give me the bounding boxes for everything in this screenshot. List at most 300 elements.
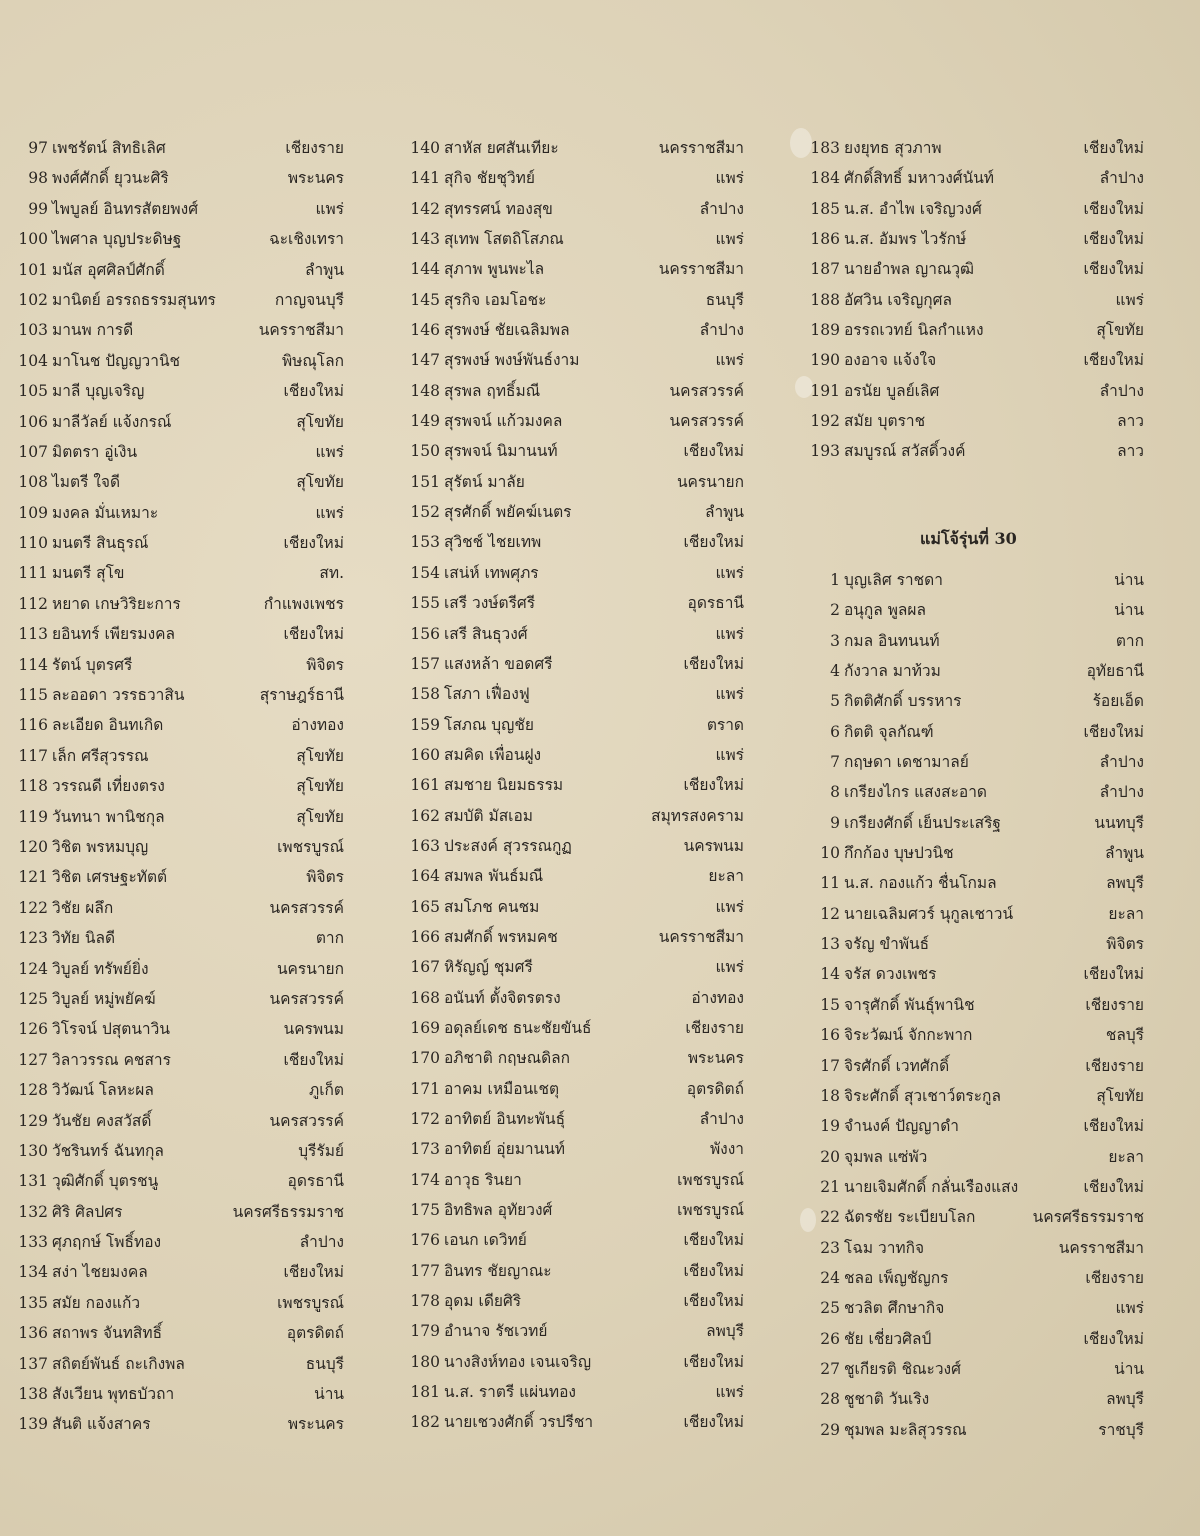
name-list-column-3-bottom xyxy=(810,565,1144,1445)
list-item xyxy=(14,1045,344,1075)
person-name: นายเชวงศักดิ์ วรปรีชา xyxy=(444,1413,594,1432)
entry-number: 98 xyxy=(28,169,48,188)
entry-number: 127 xyxy=(18,1050,48,1069)
entry-number: 130 xyxy=(18,1141,48,1160)
list-item xyxy=(810,1111,1144,1141)
person-name: ไพศาล บุญประดิษฐ xyxy=(52,230,182,249)
province: สุโขทัย xyxy=(1096,321,1144,340)
list-item xyxy=(410,1104,744,1134)
person-name: องอาจ แจ้งใจ xyxy=(844,351,937,370)
entry-number: 181 xyxy=(410,1383,440,1402)
person-name: จารุศักดิ์ พันธุ์พานิช xyxy=(844,995,975,1014)
person-name: อภิชาติ กฤษณดิลก xyxy=(444,1049,571,1068)
list-item xyxy=(14,1318,344,1348)
entry-number: 191 xyxy=(810,381,840,400)
province: แพร่ xyxy=(315,442,344,461)
person-name: ชูเกียรติ ชิณะวงศ์ xyxy=(844,1359,961,1378)
person-name: กึกก้อง บุษปวนิช xyxy=(844,844,954,863)
person-name: สถิตย์พันธ์ ถะเกิงพล xyxy=(52,1354,185,1373)
list-item xyxy=(14,558,344,588)
person-name: วิทัย นิลดี xyxy=(52,929,116,948)
person-name: มิตตรา อู่เงิน xyxy=(52,442,138,461)
list-item xyxy=(810,1324,1144,1354)
province: สท. xyxy=(319,564,344,583)
list-item xyxy=(14,1014,344,1044)
entry-number: 144 xyxy=(410,260,440,279)
province: เชียงใหม่ xyxy=(283,382,344,401)
entry-number: 101 xyxy=(18,260,48,279)
person-name: วัชรินทร์ ฉันทกุล xyxy=(52,1141,164,1160)
list-item xyxy=(14,619,344,649)
person-name: มานิตย์ อรรถธรรมสุนทร xyxy=(52,290,216,309)
entry-number: 156 xyxy=(410,624,440,643)
list-item xyxy=(14,1197,344,1227)
entry-number: 169 xyxy=(410,1018,440,1037)
province: เพชรบูรณ์ xyxy=(677,1170,744,1189)
person-name: อิทธิพล อุทัยวงศ์ xyxy=(444,1201,553,1220)
person-name: นายเฉลิมศวร์ นุกูลเชาวน์ xyxy=(844,904,1014,923)
list-item xyxy=(410,1256,744,1286)
entry-number: 180 xyxy=(410,1352,440,1371)
person-name: อนุกูล พูลผล xyxy=(844,601,927,620)
list-item xyxy=(14,285,344,315)
list-item xyxy=(14,467,344,497)
province: เชียงราย xyxy=(1085,1056,1144,1075)
entry-number: 163 xyxy=(410,836,440,855)
list-item xyxy=(810,1384,1144,1414)
entry-number: 111 xyxy=(18,564,48,583)
entry-number: 19 xyxy=(820,1117,840,1136)
person-name: ละเอียด อินทเกิด xyxy=(52,716,164,735)
list-item xyxy=(14,984,344,1014)
person-name: ละออดา วรรธวาสิน xyxy=(52,686,185,705)
entry-number: 9 xyxy=(830,813,840,832)
person-name: วิโรจน์ ปสุตนาวิน xyxy=(52,1020,170,1039)
entry-number: 179 xyxy=(410,1322,440,1341)
province: นครราชสีมา xyxy=(1058,1238,1144,1257)
person-name: สมบูรณ์ สวัสดิ์วงค์ xyxy=(844,442,966,461)
entry-number: 138 xyxy=(18,1385,48,1404)
person-name: มงคล มั่นเหมาะ xyxy=(52,503,159,522)
person-name: สุรศักดิ์ พยัคฆ์เนตร xyxy=(444,503,572,522)
person-name: น.ส. อัมพร ไวรักษ์ xyxy=(844,230,967,249)
entry-number: 117 xyxy=(18,746,48,765)
province: เชียงราย xyxy=(285,139,344,157)
list-item xyxy=(810,686,1144,716)
person-name: ศุภฤกษ์ โพธิ์ทอง xyxy=(52,1233,162,1252)
province: นนทบุรี xyxy=(1094,813,1144,832)
entry-number: 126 xyxy=(18,1020,48,1039)
person-name: เอนก เดวิทย์ xyxy=(444,1231,527,1250)
person-name: ชัย เชี่ยวศิลป์ xyxy=(844,1329,932,1348)
province: เชียงใหม่ xyxy=(683,776,744,795)
province: เชียงใหม่ xyxy=(283,1050,344,1069)
province: ยะลา xyxy=(708,867,744,886)
province: อุตรดิตถ์ xyxy=(286,1324,344,1343)
person-name: ชวลิต ศึกษากิจ xyxy=(844,1299,945,1318)
province: เชียงใหม่ xyxy=(1083,1117,1144,1136)
province: นครสวรรค์ xyxy=(669,412,744,431)
person-name: จำนงค์ ปัญญาดำ xyxy=(844,1117,959,1136)
entry-number: 112 xyxy=(18,594,48,613)
person-name: สมคิด เพื่อนฝูง xyxy=(444,745,542,764)
province: แพร่ xyxy=(715,685,744,704)
name-list-column-2 xyxy=(410,133,744,1438)
person-name: จุมพล แซ่พัว xyxy=(844,1147,928,1166)
entry-number: 107 xyxy=(18,442,48,461)
list-item xyxy=(810,1233,1144,1263)
entry-number: 172 xyxy=(410,1110,440,1128)
list-item xyxy=(810,163,1144,193)
province: นครราชสีมา xyxy=(658,260,744,279)
province: สุโขทัย xyxy=(296,473,344,492)
person-name: อุดม เดียศิริ xyxy=(444,1292,522,1311)
entry-number: 162 xyxy=(410,806,440,825)
province: เพชรบูรณ์ xyxy=(277,1293,344,1312)
entry-number: 184 xyxy=(810,169,840,188)
province: ลาว xyxy=(1117,412,1144,431)
entry-number: 5 xyxy=(830,692,840,711)
province: ลำพูน xyxy=(304,260,344,279)
province: เชียงใหม่ xyxy=(683,1231,744,1250)
province: ลพบุรี xyxy=(1106,1390,1144,1409)
province: ลำปาง xyxy=(1099,381,1144,400)
list-item xyxy=(810,1142,1144,1172)
list-item xyxy=(810,1354,1144,1384)
list-item xyxy=(14,1227,344,1257)
entry-number: 10 xyxy=(820,844,840,863)
list-item xyxy=(14,680,344,710)
entry-number: 185 xyxy=(810,199,840,218)
entry-number: 18 xyxy=(820,1086,840,1105)
list-item xyxy=(810,436,1144,466)
person-name: อาทิตย์ อินทะพันธุ์ xyxy=(444,1110,566,1128)
list-item xyxy=(810,565,1144,595)
province: นครสวรรค์ xyxy=(269,1111,344,1130)
entry-number: 157 xyxy=(410,654,440,673)
list-item xyxy=(410,1377,744,1407)
entry-number: 159 xyxy=(410,715,440,734)
province: เชียงใหม่ xyxy=(283,625,344,644)
province: แพร่ xyxy=(315,503,344,522)
entry-number: 188 xyxy=(810,290,840,309)
person-name: อาคม เหมือนเชตุ xyxy=(444,1079,560,1098)
list-item xyxy=(410,1195,744,1225)
person-name: วุฒิศักดิ์ บุตรชนู xyxy=(52,1172,159,1191)
entry-number: 16 xyxy=(820,1026,840,1045)
list-item xyxy=(810,254,1144,284)
entry-number: 146 xyxy=(410,321,440,340)
person-name: สุกิจ ชัยชุวิทย์ xyxy=(444,169,535,188)
entry-number: 109 xyxy=(18,503,48,522)
list-item xyxy=(14,1166,344,1196)
province: ลาว xyxy=(1117,442,1144,461)
entry-number: 124 xyxy=(18,959,48,978)
list-item xyxy=(410,527,744,557)
entry-number: 2 xyxy=(830,601,840,620)
person-name: น.ส. กองแก้ว ชื่นโกมล xyxy=(844,874,997,893)
person-name: สุรัตน์ มาลัย xyxy=(444,472,525,491)
person-name: เสน่ห์ เทพศุภร xyxy=(444,563,539,582)
person-name: สุทรรศน์ ทองสุข xyxy=(444,199,553,218)
entry-number: 153 xyxy=(410,533,440,552)
entry-number: 186 xyxy=(810,230,840,249)
list-item xyxy=(410,588,744,618)
entry-number: 29 xyxy=(820,1420,840,1439)
list-item xyxy=(14,1106,344,1136)
person-name: ชลอ เพ็ญชัญกร xyxy=(844,1268,949,1287)
province: นครนายก xyxy=(676,472,744,491)
list-item xyxy=(410,740,744,770)
person-name: ยงยุทธ สุวภาพ xyxy=(844,139,942,157)
province: แพร่ xyxy=(715,563,744,582)
entry-number: 128 xyxy=(18,1081,48,1100)
province: แพร่ xyxy=(715,1383,744,1402)
province: ลำปาง xyxy=(1099,169,1144,188)
entry-number: 166 xyxy=(410,927,440,946)
entry-number: 106 xyxy=(18,412,48,431)
person-name: หิรัญญ์ ชุมศรี xyxy=(444,958,533,977)
province: สุโขทัย xyxy=(1096,1086,1144,1105)
list-item xyxy=(810,1020,1144,1050)
list-item xyxy=(14,1257,344,1287)
province: เชียงใหม่ xyxy=(683,1413,744,1432)
entry-number: 4 xyxy=(830,662,840,681)
province: เชียงใหม่ xyxy=(1083,199,1144,218)
list-item xyxy=(14,650,344,680)
person-name: เล็ก ศรีสุวรรณ xyxy=(52,746,149,765)
province: เชียงใหม่ xyxy=(1083,1177,1144,1196)
person-name: กฤษดา เดชามาลย์ xyxy=(844,753,969,772)
list-item xyxy=(810,808,1144,838)
person-name: โสภา เฟื่องฟู xyxy=(444,685,530,704)
person-name: จิรศักดิ์ เวทศักดิ์ xyxy=(844,1056,950,1075)
person-name: วิลาวรรณ คชสาร xyxy=(52,1050,171,1069)
list-item xyxy=(14,710,344,740)
province: เชียงใหม่ xyxy=(1083,260,1144,279)
person-name: สมัย กองแก้ว xyxy=(52,1293,141,1312)
province: ยะลา xyxy=(1108,904,1144,923)
province: ลำปาง xyxy=(299,1233,344,1252)
entry-number: 174 xyxy=(410,1170,440,1189)
list-item xyxy=(410,285,744,315)
list-item xyxy=(810,133,1144,163)
person-name: อำนาจ รัชเวทย์ xyxy=(444,1322,548,1341)
person-name: หยาด เกษวิริยะการ xyxy=(52,594,181,613)
entry-number: 121 xyxy=(18,868,48,887)
list-item xyxy=(410,952,744,982)
province: สุโขทัย xyxy=(296,412,344,431)
entry-number: 102 xyxy=(18,290,48,309)
list-item xyxy=(410,1013,744,1043)
entry-number: 25 xyxy=(820,1299,840,1318)
entry-number: 110 xyxy=(18,534,48,553)
list-item xyxy=(410,1134,744,1164)
entry-number: 135 xyxy=(18,1293,48,1312)
entry-number: 22 xyxy=(820,1208,840,1227)
entry-number: 151 xyxy=(410,472,440,491)
person-name: อินทร ชัยญาณะ xyxy=(444,1261,552,1280)
province: ตาก xyxy=(315,929,344,948)
list-item xyxy=(14,376,344,406)
list-item xyxy=(14,589,344,619)
entry-number: 125 xyxy=(18,989,48,1008)
province: แพร่ xyxy=(715,897,744,916)
province: น่าน xyxy=(314,1385,344,1404)
person-name: น.ส. ราตรี แผ่นทอง xyxy=(444,1383,576,1402)
province: อ่างทอง xyxy=(691,988,744,1007)
province: พระนคร xyxy=(287,169,344,188)
province: ลพบุรี xyxy=(1106,874,1144,893)
list-item xyxy=(14,194,344,224)
list-item xyxy=(810,656,1144,686)
list-item xyxy=(810,376,1144,406)
province: น่าน xyxy=(1114,1359,1144,1378)
entry-number: 3 xyxy=(830,631,840,650)
list-item xyxy=(14,437,344,467)
list-item xyxy=(810,1172,1144,1202)
province: ลำปาง xyxy=(699,321,744,340)
person-name: เกรียงไกร แสงสะอาด xyxy=(844,783,987,802)
province: นครศรีธรรมราช xyxy=(1032,1208,1144,1227)
province: แพร่ xyxy=(715,958,744,977)
entry-number: 167 xyxy=(410,958,440,977)
province: ยะลา xyxy=(1108,1147,1144,1166)
person-name: วันชัย คงสวัสดิ์ xyxy=(52,1111,152,1130)
list-item xyxy=(14,315,344,345)
person-name: ศักดิ์สิทธิ์ มหาวงศ์นันท์ xyxy=(844,169,995,188)
province: อุทัยธานี xyxy=(1086,662,1144,681)
list-item xyxy=(810,929,1144,959)
province: เชียงใหม่ xyxy=(1083,965,1144,984)
province: นครสวรรค์ xyxy=(669,381,744,400)
entry-number: 189 xyxy=(810,321,840,340)
person-name: อัศวิน เจริญกุศล xyxy=(844,290,953,309)
entry-number: 7 xyxy=(830,753,840,772)
province: สุโขทัย xyxy=(296,807,344,826)
person-name: วิบูลย์ ทรัพย์ยิ่ง xyxy=(52,959,149,978)
list-item xyxy=(810,285,1144,315)
province: พังงา xyxy=(709,1140,744,1159)
province: เชียงใหม่ xyxy=(1083,351,1144,370)
province: บุรีรัมย์ xyxy=(298,1141,344,1160)
list-item xyxy=(810,1202,1144,1232)
list-item xyxy=(410,983,744,1013)
province: ธนบุรี xyxy=(705,290,744,309)
entry-number: 118 xyxy=(18,777,48,796)
list-item xyxy=(410,315,744,345)
province: ร้อยเอ็ด xyxy=(1092,692,1144,711)
person-name: กังวาล มาท้วม xyxy=(844,662,941,681)
person-name: สถาพร จันทสิทธิ์ xyxy=(52,1324,163,1343)
entry-number: 158 xyxy=(410,685,440,704)
province: แพร่ xyxy=(715,745,744,764)
province: เชียงใหม่ xyxy=(1083,722,1144,741)
list-item xyxy=(14,893,344,923)
province: กาญจนบุรี xyxy=(274,290,344,309)
province: ภูเก็ต xyxy=(309,1081,344,1100)
province: อ่างทอง xyxy=(291,716,344,735)
entry-number: 187 xyxy=(810,260,840,279)
list-item xyxy=(14,255,344,285)
province: กำแพงเพชร xyxy=(263,594,344,613)
list-item xyxy=(14,1409,344,1439)
province: อุดรธานี xyxy=(687,594,744,613)
list-item xyxy=(410,892,744,922)
entry-number: 141 xyxy=(410,169,440,188)
province: นครนายก xyxy=(276,959,344,978)
province: แพร่ xyxy=(315,199,344,218)
entry-number: 170 xyxy=(410,1049,440,1068)
person-name: จิระวัฒน์ จักกะพาก xyxy=(844,1026,973,1045)
list-item xyxy=(410,133,744,163)
list-item xyxy=(14,802,344,832)
entry-number: 177 xyxy=(410,1261,440,1280)
entry-number: 137 xyxy=(18,1354,48,1373)
entry-number: 193 xyxy=(810,442,840,461)
entry-number: 168 xyxy=(410,988,440,1007)
list-item xyxy=(410,376,744,406)
entry-number: 149 xyxy=(410,412,440,431)
list-item xyxy=(410,254,744,284)
province: นครพนม xyxy=(283,1020,344,1039)
entry-number: 140 xyxy=(410,139,440,157)
list-item xyxy=(410,770,744,800)
entry-number: 120 xyxy=(18,837,48,856)
person-name: สมชาย นิยมธรรม xyxy=(444,776,564,795)
entry-number: 119 xyxy=(18,807,48,826)
entry-number: 132 xyxy=(18,1202,48,1221)
province: นครพนม xyxy=(683,836,744,855)
province: เพชรบูรณ์ xyxy=(277,837,344,856)
list-item xyxy=(810,838,1144,868)
person-name: อนันท์ ตั้งจิตรตรง xyxy=(444,988,561,1007)
entry-number: 133 xyxy=(18,1233,48,1252)
entry-number: 26 xyxy=(820,1329,840,1348)
person-name: จรัญ ขำพันธ์ xyxy=(844,935,930,954)
entry-number: 23 xyxy=(820,1238,840,1257)
person-name: วิบูลย์ หมู่พยัคฆ์ xyxy=(52,989,156,1008)
list-item xyxy=(810,1081,1144,1111)
entry-number: 103 xyxy=(18,321,48,340)
list-item xyxy=(810,224,1144,254)
list-item xyxy=(810,1051,1144,1081)
person-name: สมโภช คนชม xyxy=(444,897,540,916)
list-item xyxy=(14,1075,344,1105)
person-name: สมบัติ มัสเอม xyxy=(444,806,534,825)
entry-number: 113 xyxy=(18,625,48,644)
list-item xyxy=(14,528,344,558)
list-item xyxy=(410,194,744,224)
person-name: สง่า ไชยมงคล xyxy=(52,1263,148,1282)
province: เชียงใหม่ xyxy=(1083,1329,1144,1348)
entry-number: 161 xyxy=(410,776,440,795)
entry-number: 155 xyxy=(410,594,440,613)
province: เชียงราย xyxy=(1085,1268,1144,1287)
entry-number: 122 xyxy=(18,898,48,917)
person-name: น.ส. อำไพ เจริญวงศ์ xyxy=(844,199,982,218)
list-item xyxy=(14,832,344,862)
list-item xyxy=(14,771,344,801)
person-name: สุรพจน์ แก้วมงคล xyxy=(444,412,563,431)
list-item xyxy=(810,406,1144,436)
list-item xyxy=(410,679,744,709)
name-list-column-1 xyxy=(14,133,344,1440)
list-item xyxy=(810,868,1144,898)
person-name: ชุมพล มะลิสุวรรณ xyxy=(844,1420,967,1439)
list-item xyxy=(810,747,1144,777)
person-name: วิชิต เศรษฐะทัตต์ xyxy=(52,868,168,887)
